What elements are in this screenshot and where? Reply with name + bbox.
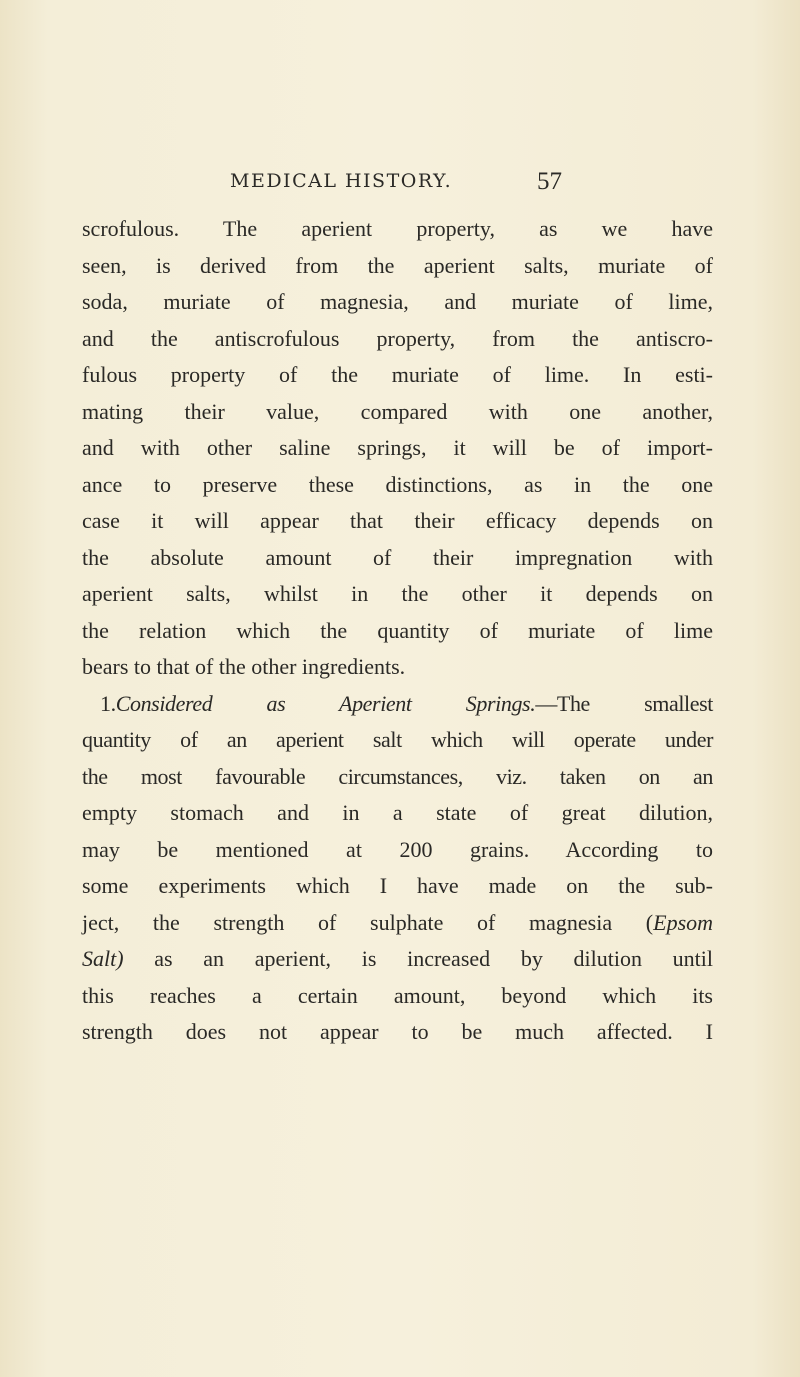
text-line: the relation which the quantity of muriate of lime bbox=[82, 617, 713, 643]
section-lead-rest: —The smallest bbox=[535, 690, 713, 716]
text-line: aperient salts, whilst in the other it depends on bbox=[82, 581, 713, 606]
epsom-open-paren: ( bbox=[645, 909, 654, 935]
page-header bbox=[0, 168, 800, 198]
section-heading-line bbox=[82, 686, 713, 723]
text-line: strength does not appear to be much affected. I bbox=[82, 1019, 713, 1044]
text-line bbox=[82, 905, 713, 942]
text-line bbox=[82, 941, 713, 978]
text-line: seen, is derived from the aperient salts, muriate of bbox=[82, 252, 713, 278]
section-number: 1. bbox=[100, 690, 116, 716]
running-head: MEDICAL HISTORY. bbox=[230, 170, 453, 192]
text-segment: ject, the strength of sulphate of magnesia bbox=[82, 909, 613, 935]
text-line: the most favourable circumstances, viz. taken on an bbox=[82, 763, 713, 789]
text-line: fulous property of the muriate of lime. In esti- bbox=[82, 362, 713, 387]
text-line: some experiments which I have made on the sub- bbox=[82, 873, 713, 898]
text-line: quantity of an aperient salt which will operate under bbox=[82, 727, 713, 752]
text-line: bears to that of the other ingredients. bbox=[82, 654, 406, 679]
text-line: scrofulous. The aperient property, as we have bbox=[82, 216, 713, 241]
text-line: may be mentioned at 200 grains. According to bbox=[82, 836, 713, 862]
text-line: and with other saline springs, it will be of import- bbox=[82, 435, 713, 460]
text-line: empty stomach and in a state of great dilution, bbox=[82, 800, 713, 825]
text-line: mating their value, compared with one another, bbox=[82, 398, 713, 424]
body-text bbox=[82, 211, 713, 1051]
text-line: this reaches a certain amount, beyond which its bbox=[82, 982, 713, 1008]
epsom-word: Epsom bbox=[653, 909, 714, 935]
text-segment: as an aperient, is increased by dilution until bbox=[123, 946, 713, 971]
text-line: ance to preserve these distinctions, as in the one bbox=[82, 471, 713, 497]
section-heading: Considered as Aperient Springs. bbox=[115, 690, 536, 716]
salt-word: Salt) bbox=[82, 946, 124, 971]
text-line: case it will appear that their efficacy depends on bbox=[82, 508, 713, 533]
text-line: and the antiscrofulous property, from the antiscro- bbox=[82, 325, 713, 351]
text-line: the absolute amount of their impregnation with bbox=[82, 544, 713, 570]
page-number: 57 bbox=[537, 168, 562, 195]
text-line: soda, muriate of magnesia, and muriate of lime, bbox=[82, 289, 713, 314]
